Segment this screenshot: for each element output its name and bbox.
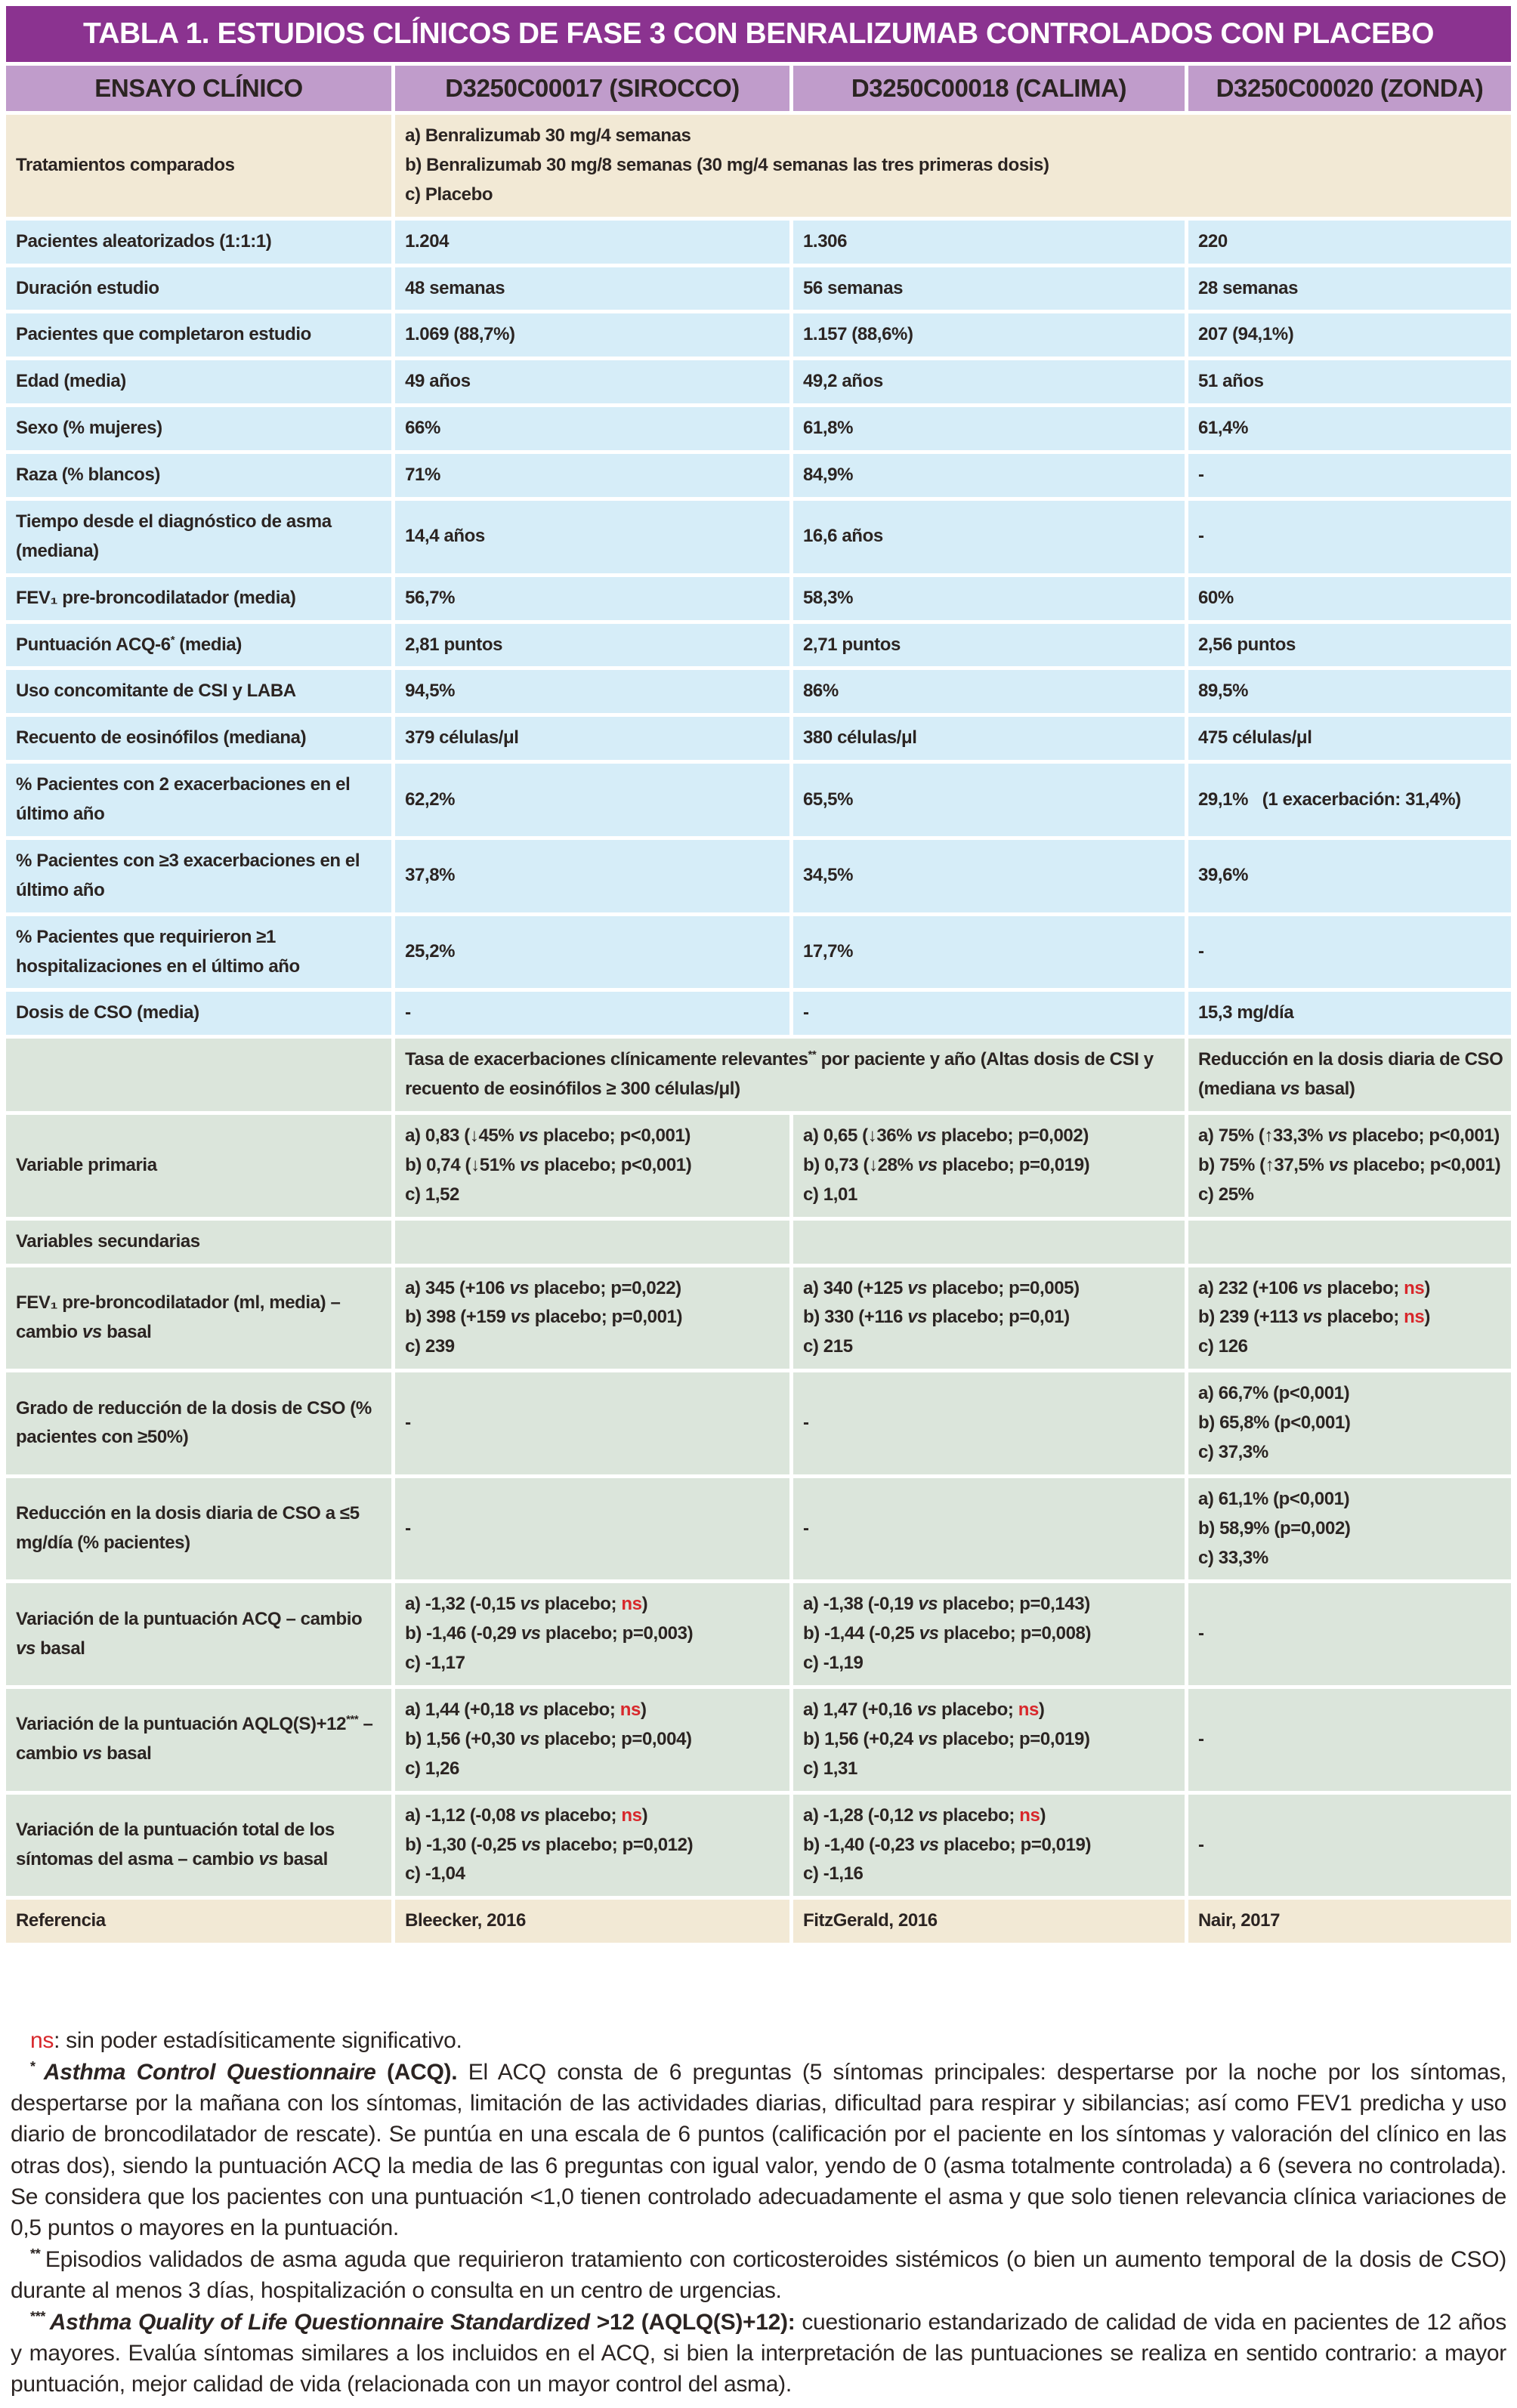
footnote-text: Asthma Quality of Life Questionnaire Standardized — [49, 2309, 590, 2335]
cell-value: a) 66,7% (p<0,001) b) 65,8% (p<0,001) c) 37,3% — [1188, 1372, 1511, 1474]
row-label: Variación de la puntuación total de los síntomas del asma – cambio vs basal — [6, 1795, 391, 1897]
row-label: Duración estudio — [6, 267, 391, 310]
footnote-text: >12 (AQLQ(S)+12): — [589, 2309, 796, 2335]
footnote — [11, 2244, 1506, 2307]
table-row — [6, 1583, 1511, 1685]
table-row — [6, 1372, 1511, 1474]
cell-value: a) 340 (+125 vs placebo; p=0,005) b) 330 (+116 vs placebo; p=0,01) c) 215 — [793, 1267, 1185, 1369]
table-row — [6, 1478, 1511, 1580]
column-header-row — [6, 66, 1511, 111]
cell-value: a) 1,47 (+0,16 vs placebo; ns) b) 1,56 (+0,24 vs placebo; p=0,019) c) 1,31 — [793, 1689, 1185, 1791]
cell-value: 29,1% (1 exacerbación: 31,4%) — [1188, 764, 1511, 836]
cell-value: 14,4 años — [395, 501, 789, 573]
cell-value: 15,3 mg/día — [1188, 992, 1511, 1035]
cell-value: - — [395, 1478, 789, 1580]
cell-value: 49 años — [395, 360, 789, 403]
cell-value: - — [395, 1372, 789, 1474]
table-row — [6, 454, 1511, 497]
footnote-marker: * — [30, 2058, 44, 2074]
cell-value: FitzGerald, 2016 — [793, 1900, 1185, 1943]
table-row — [6, 115, 1511, 217]
cell-value: Nair, 2017 — [1188, 1900, 1511, 1943]
cell-value: 60% — [1188, 577, 1511, 620]
cell-value: - — [793, 992, 1185, 1035]
column-header-3: D3250C00020 (ZONDA) — [1188, 66, 1511, 111]
cell-value: 379 células/μl — [395, 717, 789, 760]
row-label: Pacientes que completaron estudio — [6, 313, 391, 357]
cell-value: - — [1188, 1583, 1511, 1685]
footnote-text: Asthma Control Questionnaire — [43, 2059, 376, 2085]
table-row — [6, 221, 1511, 264]
column-header-2: D3250C00018 (CALIMA) — [793, 66, 1185, 111]
cell-value: - — [1188, 916, 1511, 989]
cell-value: 25,2% — [395, 916, 789, 989]
cell-value: a) 1,44 (+0,18 vs placebo; ns) b) 1,56 (+0,30 vs placebo; p=0,004) c) 1,26 — [395, 1689, 789, 1791]
cell-value — [395, 1221, 789, 1264]
cell-value: 2,71 puntos — [793, 624, 1185, 667]
cell-value: - — [1188, 501, 1511, 573]
cell-value: 61,4% — [1188, 407, 1511, 450]
cell-value: Bleecker, 2016 — [395, 1900, 789, 1943]
table-title: TABLA 1. ESTUDIOS CLÍNICOS DE FASE 3 CON BENRALIZUMAB CONTROLADOS CON PLACEBO — [6, 6, 1511, 62]
cell-value: a) -1,28 (-0,12 vs placebo; ns) b) -1,40 (-0,23 vs placebo; p=0,019) c) -1,16 — [793, 1795, 1185, 1897]
table-row — [6, 992, 1511, 1035]
cell-value: 49,2 años — [793, 360, 1185, 403]
cell-value: 61,8% — [793, 407, 1185, 450]
row-label: Tratamientos comparados — [6, 115, 391, 217]
footnote-text: cuestionario estandarizado de calidad de vida en pacientes de 12 años y mayores. Evalúa síntomas similares a los incluidos en el ACQ, si bien la interpretación de las puntuaciones se realiza en sentido contrario: a mayor puntuación, mejor calidad de vida (relacionada con un mayor control del asma). — [11, 2309, 1506, 2397]
table-row — [6, 1900, 1511, 1943]
cell-value: 1.306 — [793, 221, 1185, 264]
cell-value: 37,8% — [395, 840, 789, 912]
row-label: % Pacientes con 2 exacerbaciones en el último año — [6, 764, 391, 836]
table-row — [6, 577, 1511, 620]
cell-value: a) 232 (+106 vs placebo; ns) b) 239 (+113 vs placebo; ns) c) 126 — [1188, 1267, 1511, 1369]
table-row — [6, 624, 1511, 667]
table-row — [6, 840, 1511, 912]
cell-value: 207 (94,1%) — [1188, 313, 1511, 357]
footnote-text: : sin poder estadísiticamente significativo. — [54, 2028, 462, 2054]
cell-value: Reducción en la dosis diaria de CSO (mediana vs basal) — [1188, 1039, 1511, 1111]
clinical-studies-table — [2, 62, 1515, 1946]
cell-value: 62,2% — [395, 764, 789, 836]
cell-value: 84,9% — [793, 454, 1185, 497]
cell-value: a) -1,32 (-0,15 vs placebo; ns) b) -1,46 (-0,29 vs placebo; p=0,003) c) -1,17 — [395, 1583, 789, 1685]
table-row — [6, 407, 1511, 450]
footnote-text: (ACQ). — [375, 2059, 458, 2085]
cell-value: 56 semanas — [793, 267, 1185, 310]
cell-value: 56,7% — [395, 577, 789, 620]
cell-value: 2,81 puntos — [395, 624, 789, 667]
row-label: Puntuación ACQ-6* (media) — [6, 624, 391, 667]
row-label: FEV₁ pre-broncodilatador (ml, media) – cambio vs basal — [6, 1267, 391, 1369]
cell-value: 475 células/μl — [1188, 717, 1511, 760]
table-row — [6, 764, 1511, 836]
cell-value: - — [1188, 1689, 1511, 1791]
table-row — [6, 670, 1511, 713]
cell-value: a) 0,65 (↓36% vs placebo; p=0,002) b) 0,73 (↓28% vs placebo; p=0,019) c) 1,01 — [793, 1115, 1185, 1217]
row-label: Sexo (% mujeres) — [6, 407, 391, 450]
cell-value: 380 células/μl — [793, 717, 1185, 760]
cell-value: 51 años — [1188, 360, 1511, 403]
cell-value — [1188, 1221, 1511, 1264]
cell-value: a) 75% (↑33,3% vs placebo; p<0,001) b) 75% (↑37,5% vs placebo; p<0,001) c) 25% — [1188, 1115, 1511, 1217]
row-label: % Pacientes con ≥3 exacerbaciones en el último año — [6, 840, 391, 912]
cell-value: 17,7% — [793, 916, 1185, 989]
row-label: Reducción en la dosis diaria de CSO a ≤5 mg/día (% pacientes) — [6, 1478, 391, 1580]
footnote-text: El ACQ consta de 6 preguntas (5 síntomas principales: despertarse por la noche por los síntomas, despertarse por la mañana con los síntomas, limitación de las actividades diarias, dificultad para respirar y sibilancias; así como FEV1 predicha y uso diario de broncodilatador de rescate). Se puntúa en una escala de 6 puntos (calificación por el paciente en los síntomas y valoración del clínico en las otras dos), siendo la puntuación ACQ la media de las 6 preguntas con igual valor, yendo de 0 (asma totalmente controlada) a 6 (severa no controlada). Se considera que los pacientes con una puntuación <1,0 tienen controlado adecuadamente el asma y que solo tienen relevancia clínica variaciones de 0,5 puntos o mayores en la puntuación. — [11, 2059, 1506, 2241]
column-header-1: D3250C00017 (SIROCCO) — [395, 66, 789, 111]
column-header-0: ENSAYO CLÍNICO — [6, 66, 391, 111]
row-label: Variables secundarias — [6, 1221, 391, 1264]
footnote — [11, 2307, 1506, 2400]
table-row — [6, 501, 1511, 573]
cell-value: - — [1188, 1795, 1511, 1897]
row-label: Pacientes aleatorizados (1:1:1) — [6, 221, 391, 264]
table-row — [6, 360, 1511, 403]
table-row — [6, 916, 1511, 989]
footnotes — [6, 2025, 1511, 2400]
cell-value: 34,5% — [793, 840, 1185, 912]
cell-value: a) 0,83 (↓45% vs placebo; p<0,001) b) 0,74 (↓51% vs placebo; p<0,001) c) 1,52 — [395, 1115, 789, 1217]
table-row — [6, 1115, 1511, 1217]
cell-value: 94,5% — [395, 670, 789, 713]
cell-value: 58,3% — [793, 577, 1185, 620]
table-row — [6, 1267, 1511, 1369]
cell-value: - — [395, 992, 789, 1035]
cell-value: - — [1188, 454, 1511, 497]
row-label: Referencia — [6, 1900, 391, 1943]
row-label: Recuento de eosinófilos (mediana) — [6, 717, 391, 760]
cell-value: 86% — [793, 670, 1185, 713]
row-label — [6, 1039, 391, 1111]
cell-value: 1.069 (88,7%) — [395, 313, 789, 357]
cell-value: a) -1,12 (-0,08 vs placebo; ns) b) -1,30 (-0,25 vs placebo; p=0,012) c) -1,04 — [395, 1795, 789, 1897]
cell-value: 65,5% — [793, 764, 1185, 836]
cell-value: 89,5% — [1188, 670, 1511, 713]
cell-value: - — [793, 1372, 1185, 1474]
table-row — [6, 1795, 1511, 1897]
row-label: Tiempo desde el diagnóstico de asma (mediana) — [6, 501, 391, 573]
row-label: Variación de la puntuación ACQ – cambio vs basal — [6, 1583, 391, 1685]
table-row — [6, 1689, 1511, 1791]
table-row — [6, 1221, 1511, 1264]
row-label: % Pacientes que requirieron ≥1 hospitalizaciones en el último año — [6, 916, 391, 989]
cell-value: 220 — [1188, 221, 1511, 264]
cell-value: 1.204 — [395, 221, 789, 264]
cell-value: 48 semanas — [395, 267, 789, 310]
row-label: Variable primaria — [6, 1115, 391, 1217]
footnote-marker: *** — [30, 2308, 50, 2324]
cell-value: 71% — [395, 454, 789, 497]
row-label: FEV₁ pre-broncodilatador (media) — [6, 577, 391, 620]
cell-value: a) -1,38 (-0,19 vs placebo; p=0,143) b) -1,44 (-0,25 vs placebo; p=0,008) c) -1,19 — [793, 1583, 1185, 1685]
cell-value: 1.157 (88,6%) — [793, 313, 1185, 357]
cell-value: 66% — [395, 407, 789, 450]
footnote — [11, 2057, 1506, 2244]
footnote — [11, 2025, 1506, 2056]
row-label: Edad (media) — [6, 360, 391, 403]
footnote-marker: ** — [30, 2246, 45, 2261]
row-label: Uso concomitante de CSI y LABA — [6, 670, 391, 713]
table-row — [6, 717, 1511, 760]
cell-value: Tasa de exacerbaciones clínicamente relevantes** por paciente y año (Altas dosis de CSI y recuento de eosinófilos ≥ 300 células/μl) — [395, 1039, 1185, 1111]
table-row — [6, 313, 1511, 357]
cell-value: 2,56 puntos — [1188, 624, 1511, 667]
footnote-text: ns — [30, 2028, 54, 2054]
row-label: Raza (% blancos) — [6, 454, 391, 497]
cell-value: a) 345 (+106 vs placebo; p=0,022) b) 398 (+159 vs placebo; p=0,001) c) 239 — [395, 1267, 789, 1369]
row-label: Grado de reducción de la dosis de CSO (% pacientes con ≥50%) — [6, 1372, 391, 1474]
footnote-text: Episodios validados de asma aguda que requirieron tratamiento con corticosteroides sistémicos (o bien un aumento temporal de la dosis de CSO) durante al menos 3 días, hospitalización o consulta en un centro de urgencias. — [11, 2246, 1506, 2304]
cell-value: a) 61,1% (p<0,001) b) 58,9% (p=0,002) c) 33,3% — [1188, 1478, 1511, 1580]
cell-value: a) Benralizumab 30 mg/4 semanas b) Benralizumab 30 mg/8 semanas (30 mg/4 semanas las tres primeras dosis) c) Placebo — [395, 115, 1511, 217]
cell-value: - — [793, 1478, 1185, 1580]
table-row — [6, 267, 1511, 310]
cell-value: 16,6 años — [793, 501, 1185, 573]
table-row — [6, 1039, 1511, 1111]
cell-value: 39,6% — [1188, 840, 1511, 912]
row-label: Dosis de CSO (media) — [6, 992, 391, 1035]
cell-value — [793, 1221, 1185, 1264]
row-label: Variación de la puntuación AQLQ(S)+12*** – cambio vs basal — [6, 1689, 391, 1791]
cell-value: 28 semanas — [1188, 267, 1511, 310]
